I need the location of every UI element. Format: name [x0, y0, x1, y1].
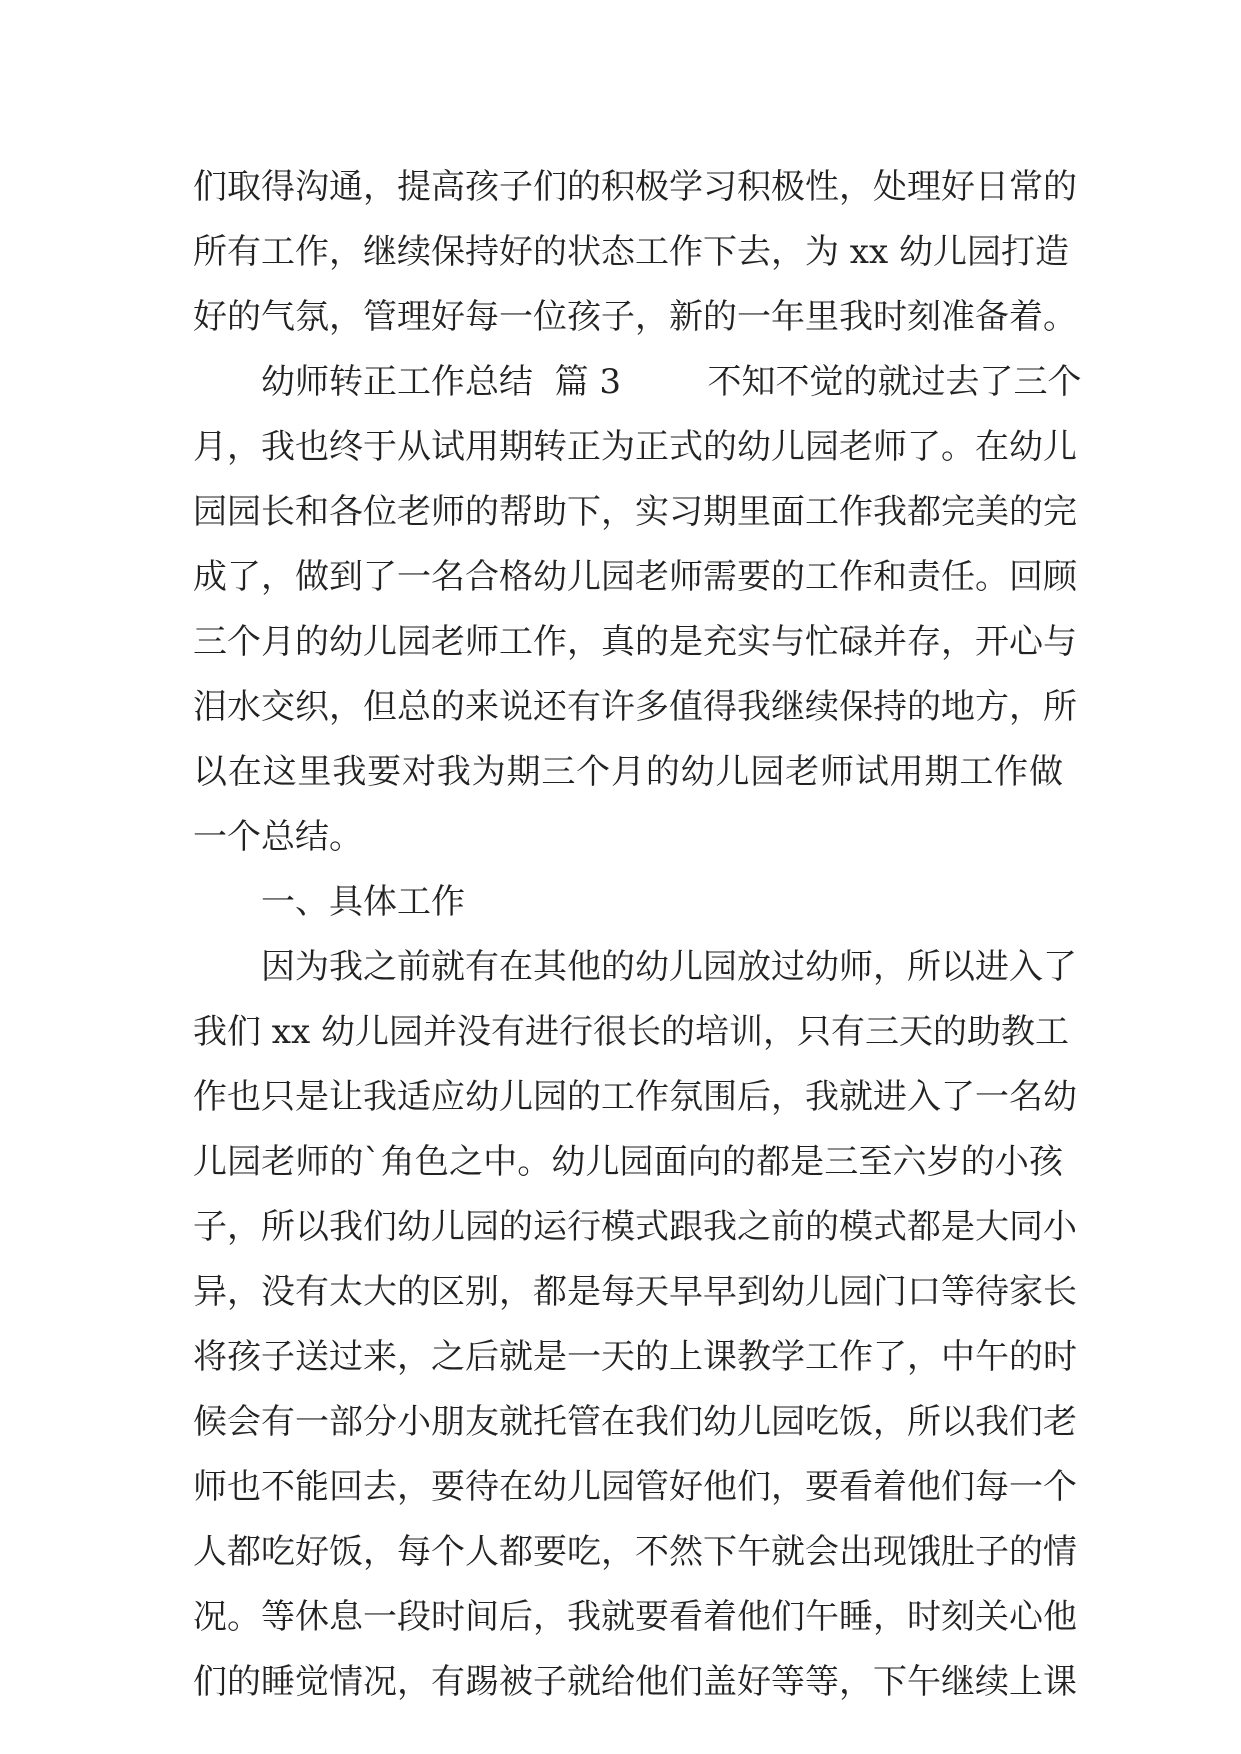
- text-line: 师也不能回去，要待在幼儿园管好他们，要看着他们每一个: [193, 1467, 1077, 1507]
- text-line: 候会有一部分小朋友就托管在我们幼儿园吃饭，所以我们老: [193, 1402, 1077, 1442]
- text-line: 们取得沟通，提高孩子们的积极学习积极性，处理好日常的: [193, 167, 1077, 207]
- text-line: 园园长和各位老师的帮助下，实习期里面工作我都完美的完: [193, 492, 1077, 532]
- text-line: 成了，做到了一名合格幼儿园老师需要的工作和责任。回顾: [193, 557, 1077, 597]
- subheading-line: 一、具体工作: [261, 882, 465, 922]
- text-line: 泪水交织，但总的来说还有许多值得我继续保持的地方，所: [193, 687, 1077, 727]
- text-line: 子，所以我们幼儿园的运行模式跟我之前的模式都是大同小: [193, 1207, 1077, 1247]
- paragraph-start-line: 因为我之前就有在其他的幼儿园放过幼师，所以进入了: [261, 947, 1077, 987]
- text-line: 一个总结。: [193, 817, 363, 857]
- text-line: 作也只是让我适应幼儿园的工作氛围后，我就进入了一名幼: [193, 1077, 1077, 1117]
- text-line: 儿园老师的`角色之中。幼儿园面向的都是三至六岁的小孩: [193, 1142, 1063, 1182]
- text-line: 我们 xx 幼儿园并没有进行很长的培训，只有三天的助教工: [193, 1012, 1069, 1052]
- text-line: 将孩子送过来，之后就是一天的上课教学工作了，中午的时: [193, 1337, 1077, 1377]
- text-line: 们的睡觉情况，有踢被子就给他们盖好等等，下午继续上课: [193, 1662, 1077, 1702]
- text-line: 所有工作，继续保持好的状态工作下去，为 xx 幼儿园打造: [193, 232, 1069, 272]
- document-body: [193, 155, 1082, 1715]
- text-line: 月，我也终于从试用期转正为正式的幼儿园老师了。在幼儿: [193, 427, 1077, 467]
- text-line: 好的气氛，管理好每一位孩子，新的一年里我时刻准备着。: [193, 297, 1077, 337]
- text-line: 况。等休息一段时间后，我就要看着他们午睡，时刻关心他: [193, 1597, 1077, 1637]
- text-line: 异，没有太大的区别，都是每天早早到幼儿园门口等待家长: [193, 1272, 1077, 1312]
- text-line: 人都吃好饭，每个人都要吃，不然下午就会出现饿肚子的情: [193, 1532, 1077, 1572]
- text-line: 以在这里我要对我为期三个月的幼儿园老师试用期工作做: [193, 752, 1063, 792]
- section-heading-line: 幼师转正工作总结 篇 3 不知不觉的就过去了三个: [261, 362, 1082, 402]
- text-line: 三个月的幼儿园老师工作，真的是充实与忙碌并存，开心与: [193, 622, 1077, 662]
